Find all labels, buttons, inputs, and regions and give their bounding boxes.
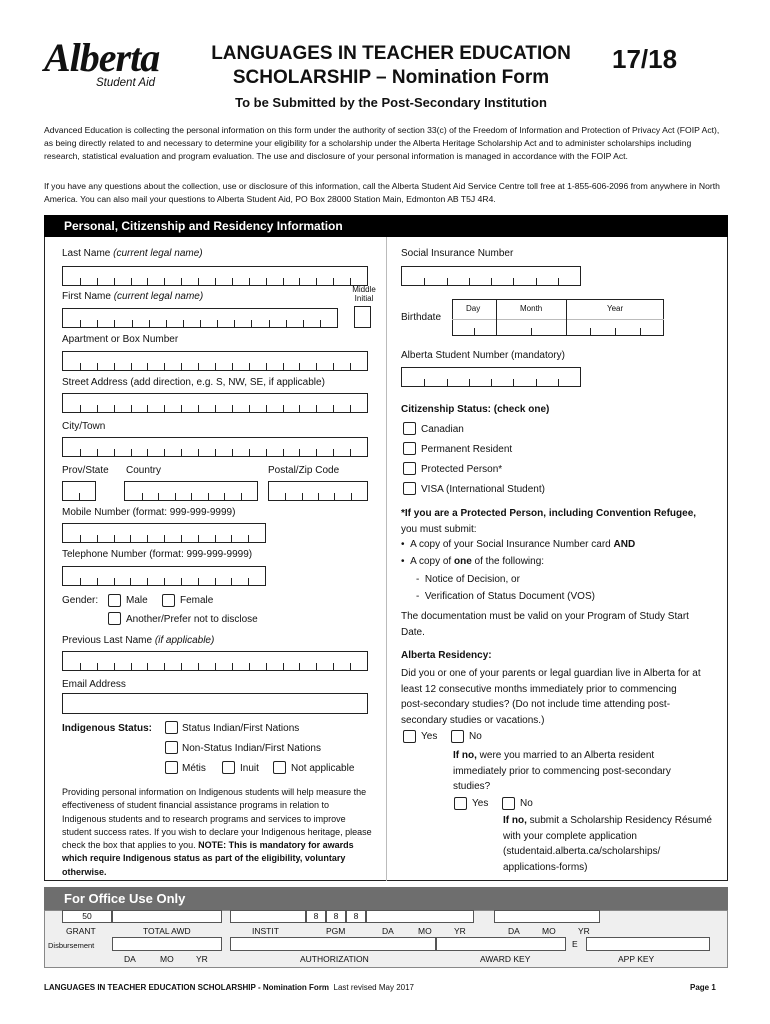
prov-field[interactable] (62, 481, 96, 501)
field-tick (80, 578, 81, 585)
footer-text (44, 983, 414, 992)
field-tick (217, 320, 218, 327)
another-checkbox[interactable] (108, 612, 121, 625)
field-tick (447, 379, 448, 386)
form-title (186, 42, 596, 90)
field-tick (333, 405, 334, 412)
field-tick (191, 493, 192, 500)
total-awd-label: TOTAL AWD (143, 926, 191, 936)
protected-person-label: Protected Person* (421, 464, 503, 475)
field-tick (80, 320, 81, 327)
field-tick (424, 379, 425, 386)
yr-label-3: YR (196, 954, 208, 964)
field-tick (241, 493, 242, 500)
disbursement-date-cell[interactable] (112, 937, 222, 951)
female-label: Female (180, 595, 214, 606)
field-tick (232, 405, 233, 412)
field-tick (215, 405, 216, 412)
field-tick (80, 278, 81, 285)
postal-label: Postal/Zip Code (268, 465, 340, 476)
mobile-field[interactable] (62, 523, 266, 543)
field-tick (164, 663, 165, 670)
field-tick (232, 449, 233, 456)
status-indian-label: Status Indian/First Nations (182, 723, 300, 734)
field-tick (491, 379, 492, 386)
mo-label-2: MO (542, 926, 556, 936)
field-tick (114, 449, 115, 456)
month-label: Month (520, 304, 543, 313)
field-tick (114, 663, 115, 670)
married-question-bold: If no, (453, 750, 477, 761)
authorization-cell[interactable] (230, 937, 436, 951)
office-date-cell-1[interactable] (366, 910, 474, 923)
field-tick (147, 363, 148, 370)
field-tick (299, 663, 300, 670)
country-label: Country (126, 465, 162, 476)
indigenous-note-bold: NOTE: This is mandatory for awards which require Indigenous status as part of the eligibility, voluntary otherwise. (62, 840, 354, 877)
residency-yes-checkbox[interactable] (403, 730, 416, 743)
field-tick (266, 449, 267, 456)
apartment-field[interactable] (62, 351, 368, 371)
field-tick (97, 663, 98, 670)
bullet-2: • A copy of one of the following: (401, 556, 545, 567)
field-tick (164, 405, 165, 412)
field-tick (97, 449, 98, 456)
office-instit-cell[interactable] (230, 910, 306, 923)
residency-resume-note (503, 813, 713, 875)
not-applicable-checkbox[interactable] (273, 761, 286, 774)
field-tick (350, 663, 351, 670)
logo-subtitle: Student Aid (96, 77, 156, 89)
field-tick (234, 320, 235, 327)
field-tick (299, 363, 300, 370)
last-name-label: Last Name (current legal name) (62, 248, 203, 259)
email-field[interactable] (62, 693, 368, 714)
field-tick (333, 663, 334, 670)
field-tick (320, 320, 321, 327)
field-tick (183, 320, 184, 327)
prev-last-name-field[interactable] (62, 651, 368, 671)
field-tick (266, 663, 267, 670)
canadian-checkbox[interactable] (403, 422, 416, 435)
field-tick (333, 363, 334, 370)
indigenous-note-text: Providing personal information on Indigenous students will help measure the effectiveness of student financial assistance programs in relation to Indigenous students and to research programs and services to improve student success rates. If you wish to declare your Indigenous heritage, please check the box that applies to you. (62, 787, 372, 851)
foip-notice: Advanced Education is collecting the personal information on this form under the authority of section 33(c) of the Freedom of Information and Protection of Privacy Act (FOIP Act), as being directly related to and necessary to determine your eligibility for a scholarship under the Alberta Heritage Scholarship Act and to administer scholarships including research, statistical evaluation and program evaluation. The use and disclosure of your personal information is managed in accordance with the FOIP Act. (44, 125, 720, 161)
field-tick (80, 535, 81, 542)
grant-label: GRANT (66, 926, 96, 936)
visa-label: VISA (International Student) (421, 484, 545, 495)
yr-label-1: YR (454, 926, 466, 936)
field-tick (147, 578, 148, 585)
field-tick (132, 320, 133, 327)
field-tick (149, 320, 150, 327)
asn-label: Alberta Student Number (mandatory) (401, 350, 565, 361)
field-tick (97, 405, 98, 412)
field-tick (316, 278, 317, 285)
field-tick (181, 363, 182, 370)
field-tick (303, 320, 304, 327)
metis-label: Métis (182, 763, 206, 774)
field-tick (266, 278, 267, 285)
app-key-label: APP KEY (618, 954, 655, 964)
field-tick (181, 449, 182, 456)
valid-note: The documentation must be valid on your Program of Study Start Date. (401, 611, 689, 638)
inuit-label: Inuit (240, 763, 259, 774)
field-tick (215, 278, 216, 285)
field-tick (131, 405, 132, 412)
middle-initial-label: Middle Initial (352, 285, 376, 303)
field-tick (333, 449, 334, 456)
field-tick (164, 363, 165, 370)
field-tick (164, 278, 165, 285)
field-tick (114, 578, 115, 585)
section-header: Personal, Citizenship and Residency Information (44, 215, 728, 237)
field-tick (299, 449, 300, 456)
bullet-1: • A copy of your Social Insurance Number card AND (401, 539, 636, 550)
field-tick (283, 278, 284, 285)
field-tick (198, 405, 199, 412)
field-tick (302, 493, 303, 500)
gender-label: Gender: (62, 595, 99, 606)
field-tick (316, 449, 317, 456)
field-tick (181, 405, 182, 412)
field-tick (232, 363, 233, 370)
male-label: Male (126, 595, 148, 606)
field-tick (224, 493, 225, 500)
field-tick (249, 278, 250, 285)
field-tick (200, 320, 201, 327)
field-tick (131, 278, 132, 285)
disbursement-label: Disbursement (48, 941, 95, 950)
field-tick (232, 278, 233, 285)
field-tick (198, 663, 199, 670)
field-tick (166, 320, 167, 327)
field-tick (316, 405, 317, 412)
field-tick (249, 405, 250, 412)
field-tick (114, 535, 115, 542)
office-header: For Office Use Only (44, 887, 728, 910)
field-tick (198, 278, 199, 285)
prev-last-name-label: Previous Last Name (if applicable) (62, 635, 215, 646)
field-tick (536, 278, 537, 285)
married-yes-label: Yes (472, 798, 489, 809)
city-label: City/Town (62, 421, 106, 432)
mo-label-1: MO (418, 926, 432, 936)
field-tick (97, 535, 98, 542)
office-date-cell-2[interactable] (494, 910, 600, 923)
field-tick (208, 493, 209, 500)
field-tick (181, 535, 182, 542)
male-checkbox[interactable] (108, 594, 121, 607)
street-label: Street Address (add direction, e.g. S, NW, SE, if applicable) (62, 377, 325, 388)
form-number: 17/18 (612, 44, 678, 74)
field-tick (286, 320, 287, 327)
field-tick (513, 278, 514, 285)
da-label-3: DA (124, 954, 136, 964)
form-subtitle: To be Submitted by the Post-Secondary Institution (235, 95, 547, 110)
field-tick (198, 449, 199, 456)
title-line-1: LANGUAGES IN TEACHER EDUCATION (211, 43, 571, 64)
first-name-label: First Name (current legal name) (62, 291, 204, 302)
alberta-logo: Alberta (44, 35, 160, 80)
residency-no-checkbox[interactable] (451, 730, 464, 743)
field-tick (164, 535, 165, 542)
authorization-label: AUTHORIZATION (300, 954, 369, 964)
field-tick (285, 493, 286, 500)
field-tick (215, 363, 216, 370)
mo-label-3: MO (160, 954, 174, 964)
field-tick (316, 363, 317, 370)
field-tick (114, 363, 115, 370)
footer-revised: Last revised May 2017 (333, 983, 414, 992)
field-tick (249, 363, 250, 370)
field-tick (79, 493, 80, 500)
field-tick (299, 278, 300, 285)
resume-note-bold: If no, (503, 815, 527, 826)
field-tick (424, 278, 425, 285)
birthdate-divider-2 (566, 299, 567, 336)
field-tick (131, 363, 132, 370)
field-tick (131, 449, 132, 456)
country-field[interactable] (124, 481, 258, 501)
dash-1: - Notice of Decision, or (416, 574, 520, 585)
field-tick (266, 405, 267, 412)
apartment-label: Apartment or Box Number (62, 334, 179, 345)
field-tick (164, 578, 165, 585)
birthdate-tick-year-2 (615, 328, 616, 336)
indigenous-note (62, 786, 374, 879)
metis-checkbox[interactable] (165, 761, 178, 774)
field-tick (164, 449, 165, 456)
field-tick (536, 379, 537, 386)
field-tick (175, 493, 176, 500)
birthdate-field[interactable] (452, 299, 664, 336)
birthdate-divider-1 (496, 299, 497, 336)
pgm-label: PGM (326, 926, 346, 936)
first-name-field[interactable] (62, 308, 338, 328)
footer-form-name: LANGUAGES IN TEACHER EDUCATION SCHOLARSHIP - Nomination Form (44, 983, 330, 992)
canadian-label: Canadian (421, 424, 464, 435)
protected-note (401, 506, 701, 537)
field-tick (266, 363, 267, 370)
field-tick (181, 663, 182, 670)
year-label: Year (607, 304, 624, 313)
sin-label: Social Insurance Number (401, 248, 514, 259)
not-applicable-label: Not applicable (291, 763, 355, 774)
postal-field[interactable] (268, 481, 368, 501)
birthdate-inner-line (452, 319, 664, 320)
last-name-field[interactable] (62, 266, 368, 286)
field-tick (147, 663, 148, 670)
field-tick (97, 363, 98, 370)
field-tick (114, 405, 115, 412)
field-tick (114, 320, 115, 327)
field-tick (215, 449, 216, 456)
citizenship-label: Citizenship Status: (check one) (401, 404, 550, 415)
asn-field[interactable] (401, 367, 581, 387)
female-checkbox[interactable] (162, 594, 175, 607)
birthdate-tick-day (474, 328, 475, 336)
birthdate-label: Birthdate (401, 312, 442, 323)
protected-note-bold: *If you are a Protected Person, including Convention Refugee, (401, 508, 697, 519)
field-tick (147, 278, 148, 285)
field-tick (215, 535, 216, 542)
field-tick (147, 449, 148, 456)
contact-notice: If you have any questions about the collection, use or disclosure of this information, call the Alberta Student Aid Service Centre toll free at 1-855-606-2096 from anywhere in North America. You can also mail your questions to Alberta Student Aid, PO Box 28000 Station Main, Edmonton AB T5J 4R4. (44, 181, 720, 204)
birthdate-tick-year-1 (590, 328, 591, 336)
field-tick (269, 320, 270, 327)
field-tick (251, 320, 252, 327)
da-label-2: DA (508, 926, 520, 936)
office-50-cell: 50 (62, 910, 112, 923)
field-tick (215, 663, 216, 670)
field-tick (97, 278, 98, 285)
field-tick (316, 663, 317, 670)
non-status-label: Non-Status Indian/First Nations (182, 743, 321, 754)
field-tick (80, 449, 81, 456)
married-yes-checkbox[interactable] (454, 797, 467, 810)
office-8-cell-1: 8 (306, 910, 326, 923)
telephone-label: Telephone Number (format: 999-999-9999) (62, 549, 253, 560)
field-tick (333, 278, 334, 285)
field-tick (215, 578, 216, 585)
field-tick (249, 449, 250, 456)
field-tick (513, 379, 514, 386)
email-label: Email Address (62, 679, 126, 690)
field-tick (334, 493, 335, 500)
birthdate-tick-year-3 (640, 328, 641, 336)
dash-2: - Verification of Status Document (VOS) (416, 591, 595, 602)
field-tick (350, 405, 351, 412)
field-tick (350, 449, 351, 456)
da-label-1: DA (382, 926, 394, 936)
field-tick (248, 578, 249, 585)
protected-person-checkbox[interactable] (403, 462, 416, 475)
field-tick (130, 578, 131, 585)
field-tick (350, 363, 351, 370)
page-number: Page 1 (690, 983, 716, 992)
prov-label: Prov/State (62, 465, 109, 476)
field-tick (558, 379, 559, 386)
field-tick (299, 405, 300, 412)
field-tick (249, 663, 250, 670)
field-tick (350, 278, 351, 285)
field-tick (231, 578, 232, 585)
field-tick (198, 535, 199, 542)
street-field[interactable] (62, 393, 368, 413)
e-label: E (572, 939, 578, 949)
field-tick (80, 663, 81, 670)
sin-field[interactable] (401, 266, 581, 286)
residency-title: Alberta Residency: (401, 650, 492, 661)
field-tick (318, 493, 319, 500)
field-tick (491, 278, 492, 285)
field-tick (469, 278, 470, 285)
title-line-2: SCHOLARSHIP – Nomination Form (232, 67, 550, 88)
visa-checkbox[interactable] (403, 482, 416, 495)
city-field[interactable] (62, 437, 368, 457)
app-key-cell[interactable] (586, 937, 710, 951)
permanent-resident-label: Permanent Resident (421, 444, 513, 455)
residency-no-label: No (469, 731, 482, 742)
field-tick (147, 535, 148, 542)
married-question (453, 748, 673, 795)
field-tick (181, 278, 182, 285)
day-label: Day (466, 304, 481, 313)
telephone-field[interactable] (62, 566, 266, 586)
field-tick (248, 535, 249, 542)
field-tick (447, 278, 448, 285)
inuit-checkbox[interactable] (222, 761, 235, 774)
field-tick (80, 405, 81, 412)
field-tick (158, 493, 159, 500)
field-tick (80, 363, 81, 370)
award-key-label: AWARD KEY (480, 954, 531, 964)
office-8-cell-2: 8 (326, 910, 346, 923)
award-key-cell[interactable] (436, 937, 566, 951)
field-tick (283, 363, 284, 370)
field-tick (198, 363, 199, 370)
indigenous-label: Indigenous Status: (62, 723, 152, 734)
field-tick (130, 535, 131, 542)
field-tick (97, 578, 98, 585)
field-tick (351, 493, 352, 500)
field-tick (198, 578, 199, 585)
office-8-cell-3: 8 (346, 910, 366, 923)
middle-initial-field[interactable] (354, 306, 371, 328)
residency-question: Did you or one of your parents or legal guardian live in Alberta for at least 12 consecutive months immediately prior to commencing post-secondary studies? (Do not include time attending post-secondary studies or vacations.) (401, 668, 701, 726)
field-tick (283, 663, 284, 670)
resume-note-text: submit a Scholarship Residency Résumé with your complete application (studentaid.alberta.ca/scholarships/ applications-forms) (503, 815, 712, 873)
non-status-checkbox[interactable] (165, 741, 178, 754)
field-tick (97, 320, 98, 327)
field-tick (181, 578, 182, 585)
status-indian-checkbox[interactable] (165, 721, 178, 734)
another-label: Another/Prefer not to disclose (126, 614, 258, 625)
residency-yes-label: Yes (421, 731, 438, 742)
permanent-resident-checkbox[interactable] (403, 442, 416, 455)
column-divider (386, 237, 387, 881)
field-tick (283, 449, 284, 456)
field-tick (142, 493, 143, 500)
field-tick (231, 535, 232, 542)
field-tick (232, 663, 233, 670)
field-tick (114, 278, 115, 285)
field-tick (469, 379, 470, 386)
field-tick (131, 663, 132, 670)
yr-label-2: YR (578, 926, 590, 936)
birthdate-tick-month (531, 328, 532, 336)
instit-label: INSTIT (252, 926, 279, 936)
married-question-text: were you married to an Alberta resident immediately prior to commencing post-secondary studies? (453, 750, 671, 792)
office-total-awd-cell[interactable] (112, 910, 222, 923)
married-no-label: No (520, 798, 533, 809)
married-no-checkbox[interactable] (502, 797, 515, 810)
mobile-label: Mobile Number (format: 999-999-9999) (62, 507, 236, 518)
protected-note-text: you must submit: (401, 523, 477, 535)
field-tick (147, 405, 148, 412)
field-tick (283, 405, 284, 412)
field-tick (558, 278, 559, 285)
